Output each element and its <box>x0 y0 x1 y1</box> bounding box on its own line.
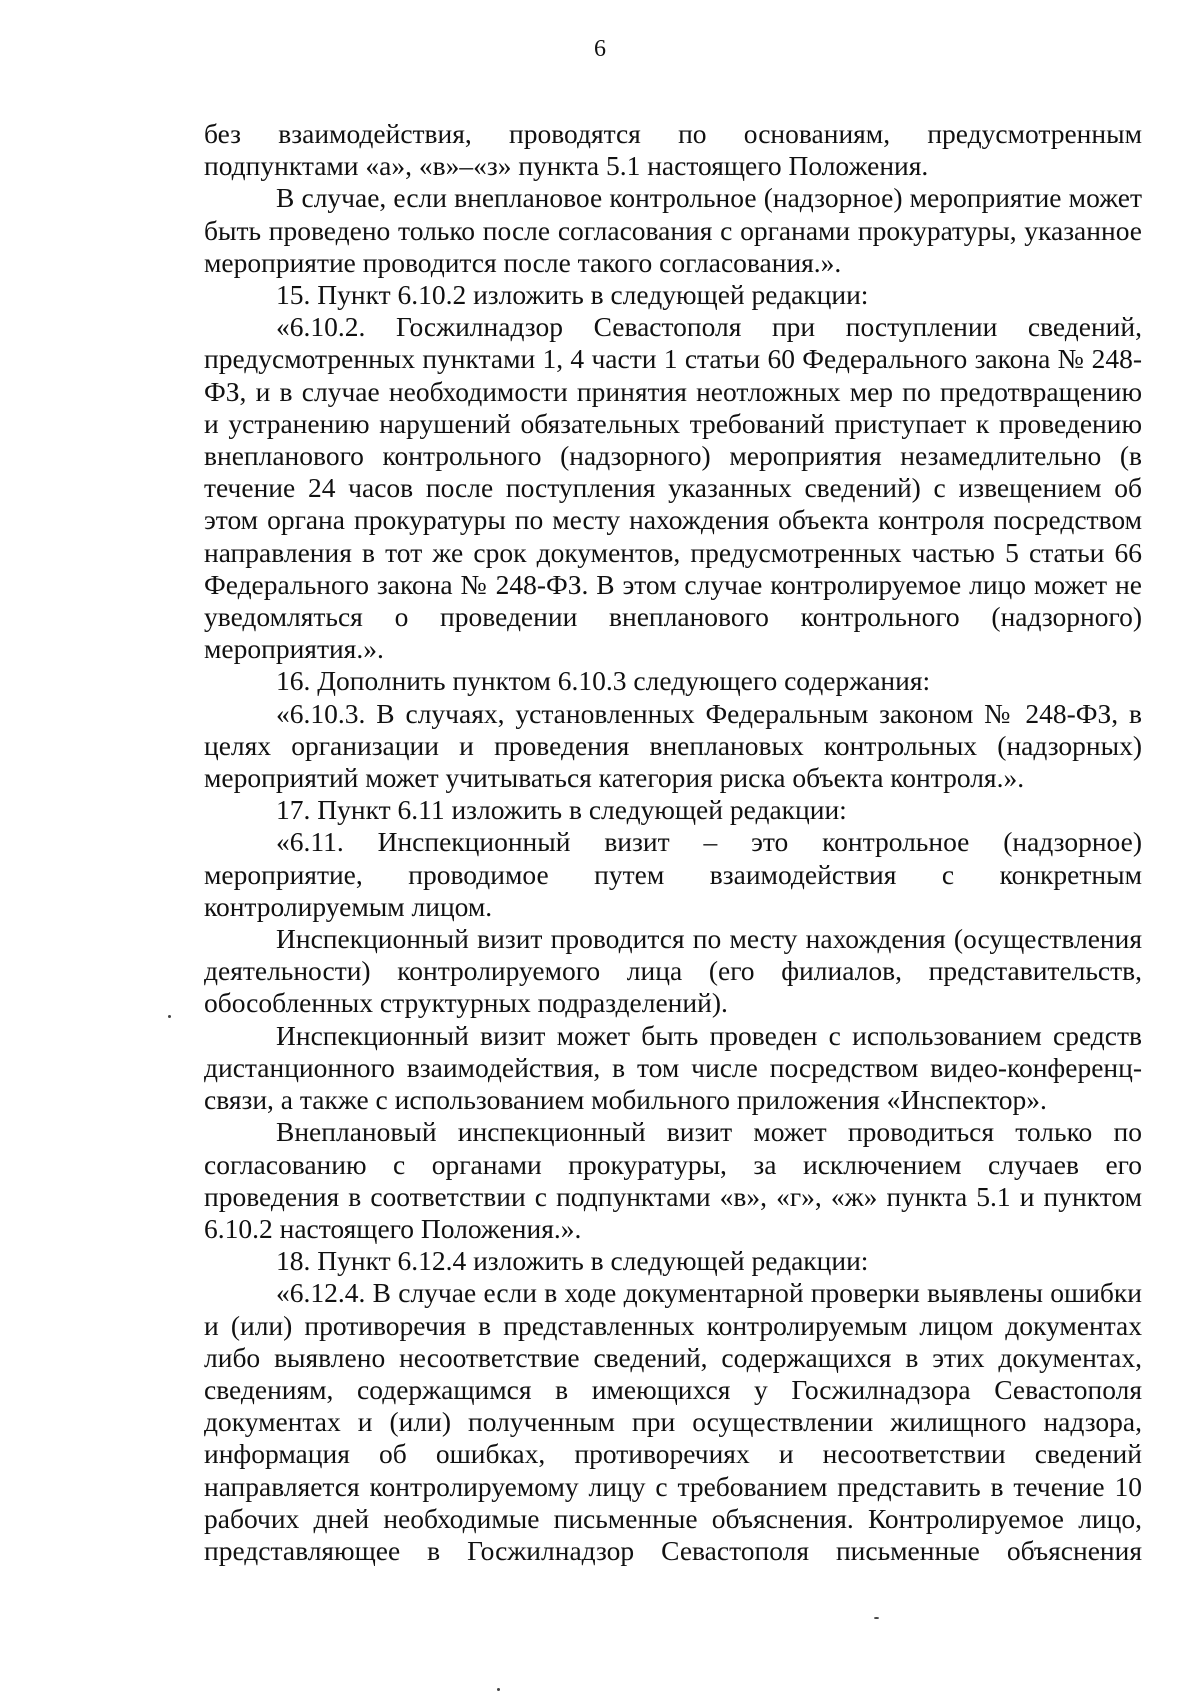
paragraph-p9: Инспекционный визит проводится по месту нахождения (осуществления деятельности) контролируемого лица (его филиалов, представительств, обособленных структурных подразделений). <box>204 923 1142 1019</box>
scan-speck <box>168 1015 171 1018</box>
paragraph-p10: Инспекционный визит может быть проведен с использованием средств дистанционного взаимодействия, в том числе посредством видео-конференц-связи, а также с использованием мобильного приложения «Инспектор». <box>204 1019 1142 1116</box>
scan-speck <box>497 1688 500 1691</box>
paragraph-p12: 18. Пункт 6.12.4 изложить в следующей редакции: <box>276 1245 869 1277</box>
paragraph-p7: 17. Пункт 6.11 изложить в следующей редакции: <box>276 794 847 826</box>
paragraph-p2: В случае, если внеплановое контрольное (надзорное) мероприятие может быть проведено только после согласования с органами прокуратуры, указанное мероприятие проводится после такого согласования.». <box>204 182 1142 278</box>
document-body <box>204 118 1142 1567</box>
paragraph-p13: «6.12.4. В случае если в ходе документарной проверки выявлены ошибки и (или) противоречия в представленных контролируемым лицом документах либо выявлено несоответствие сведений, содержащихся в этих документах, сведениям, содержащимся в имеющихся у Госжилнадзора Севастополя документах и (или) полученным при осуществлении жилищного надзора, информация об ошибках, противоречиях и несоответствии сведений направляется контролируемому лицу с требованием представить в течение 10 рабочих дней необходимые письменные объяснения. Контролируемое лицо, представляющее в Госжилнадзор Севастополя письменные объяснения <box>204 1277 1142 1566</box>
paragraph-p4: «6.10.2. Госжилнадзор Севастополя при поступлении сведений, предусмотренных пунктами 1, 4 части 1 статьи 60 Федерального закона № 248-ФЗ, и в случае необходимости принятия неотложных мер по предотвращению и устранению нарушений обязательных требований приступает к проведению внепланового контрольного (надзорного) мероприятия незамедлительно (в течение 24 часов после поступления указанных сведений) с извещением об этом органа прокуратуры по месту нахождения объекта контроля посредством направления в тот же срок документов, предусмотренных частью 5 статьи 66 Федерального закона № 248-ФЗ. В этом случае контролируемое лицо может не уведомляться о проведении внепланового контрольного (надзорного) мероприятия.». <box>204 311 1142 665</box>
paragraph-p6: «6.10.3. В случаях, установленных Федеральным законом № 248-ФЗ, в целях организации и проведения внеплановых контрольных (надзорных) мероприятий может учитываться категория риска объекта контроля.». <box>204 697 1142 794</box>
paragraph-p3: 15. Пункт 6.10.2 изложить в следующей редакции: <box>276 279 869 311</box>
paragraph-p1: без взаимодействия, проводятся по основаниям, предусмотренным подпунктами «а», «в»–«з» пункта 5.1 настоящего Положения. <box>204 118 1142 182</box>
paragraph-p8: «6.11. Инспекционный визит – это контрольное (надзорное) мероприятие, проводимое путем взаимодействия с конкретным контролируемым лицом. <box>204 826 1142 922</box>
scan-speck <box>874 1617 879 1619</box>
paragraph-p5: 16. Дополнить пунктом 6.10.3 следующего содержания: <box>276 665 931 697</box>
paragraph-p11: Внеплановый инспекционный визит может проводиться только по согласованию с органами прокуратуры, за исключением случаев его проведения в соответствии с подпунктами «в», «г», «ж» пункта 5.1 и пунктом 6.10.2 настоящего Положения.». <box>204 1116 1142 1244</box>
page-number: 6 <box>594 36 606 62</box>
